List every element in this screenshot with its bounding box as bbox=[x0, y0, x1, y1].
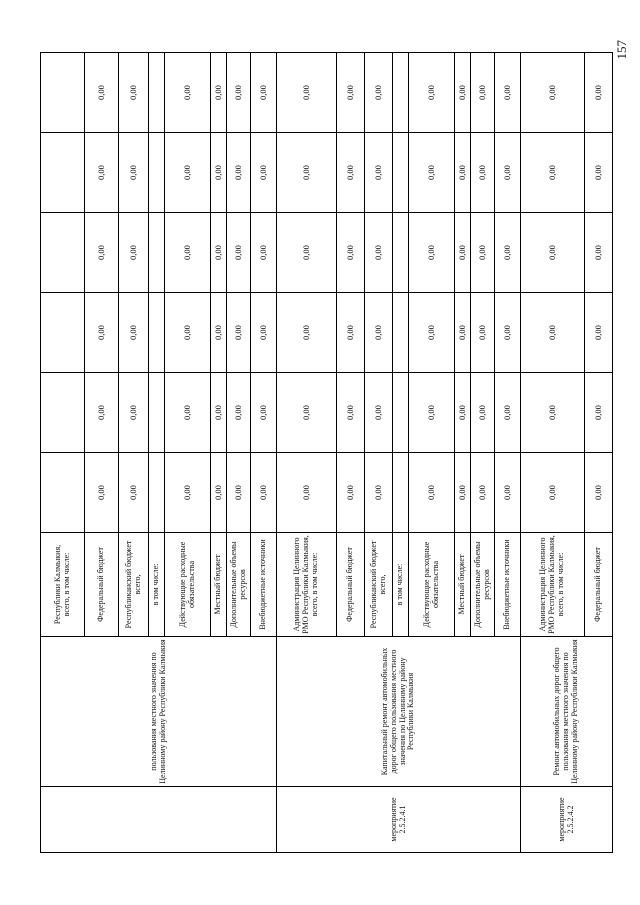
amount-cell: 0,00 bbox=[409, 52, 455, 132]
amount-cell: 0,00 bbox=[337, 52, 365, 132]
amount-cell: 0,00 bbox=[337, 292, 365, 372]
amount-cell: 0,00 bbox=[471, 212, 495, 292]
amount-cell: 0,00 bbox=[277, 372, 337, 452]
amount-cell: 0,00 bbox=[85, 452, 119, 532]
funding-source-cell: Внебюджетные источники bbox=[495, 532, 521, 636]
amount-cell: 0,00 bbox=[277, 212, 337, 292]
funding-source-cell: Республики Калмыкия, всего, в том числе: bbox=[41, 532, 85, 636]
amount-cell: 0,00 bbox=[211, 372, 227, 452]
amount-cell: 0,00 bbox=[521, 292, 585, 372]
amount-cell: 0,00 bbox=[165, 372, 211, 452]
amount-cell: 0,00 bbox=[337, 132, 365, 212]
amount-cell bbox=[393, 452, 409, 532]
amount-cell: 0,00 bbox=[337, 212, 365, 292]
amount-cell: 0,00 bbox=[165, 132, 211, 212]
amount-cell: 0,00 bbox=[409, 372, 455, 452]
funding-source-cell: Действующие расходные обязательства bbox=[165, 532, 211, 636]
funding-source-cell: Республиканский бюджет всего, bbox=[119, 532, 149, 636]
measure-title-cell: Ремонт автомобильных дорог общего пользования местного значения по Целинному району Республики Калмыкия bbox=[521, 636, 613, 786]
amount-cell: 0,00 bbox=[337, 372, 365, 452]
measure-id-cell: мероприятие 2.5.2.4.2 bbox=[521, 786, 613, 852]
amount-cell: 0,00 bbox=[337, 452, 365, 532]
table-row bbox=[521, 52, 585, 852]
amount-cell: 0,00 bbox=[211, 452, 227, 532]
amount-cell bbox=[393, 372, 409, 452]
amount-cell bbox=[393, 52, 409, 132]
amount-cell: 0,00 bbox=[409, 452, 455, 532]
amount-cell: 0,00 bbox=[251, 372, 277, 452]
amount-cell bbox=[393, 292, 409, 372]
amount-cell bbox=[41, 212, 85, 292]
amount-cell: 0,00 bbox=[455, 52, 471, 132]
amount-cell: 0,00 bbox=[211, 52, 227, 132]
amount-cell: 0,00 bbox=[251, 452, 277, 532]
amount-cell: 0,00 bbox=[251, 52, 277, 132]
rotated-page bbox=[40, 53, 603, 853]
funding-source-cell: Федеральный бюджет bbox=[585, 532, 613, 636]
amount-cell bbox=[41, 292, 85, 372]
amount-cell: 0,00 bbox=[365, 52, 393, 132]
amount-cell: 0,00 bbox=[521, 52, 585, 132]
funding-source-cell: Федеральный бюджет bbox=[337, 532, 365, 636]
funding-source-cell: Внебюджетные источники bbox=[251, 532, 277, 636]
funding-source-cell: в том числе: bbox=[393, 532, 409, 636]
amount-cell: 0,00 bbox=[165, 52, 211, 132]
amount-cell: 0,00 bbox=[585, 452, 613, 532]
amount-cell: 0,00 bbox=[251, 212, 277, 292]
amount-cell: 0,00 bbox=[251, 132, 277, 212]
amount-cell bbox=[393, 132, 409, 212]
amount-cell: 0,00 bbox=[277, 52, 337, 132]
amount-cell: 0,00 bbox=[471, 52, 495, 132]
amount-cell: 0,00 bbox=[521, 452, 585, 532]
amount-cell bbox=[41, 372, 85, 452]
amount-cell: 0,00 bbox=[585, 292, 613, 372]
amount-cell: 0,00 bbox=[495, 132, 521, 212]
amount-cell: 0,00 bbox=[455, 132, 471, 212]
amount-cell: 0,00 bbox=[521, 372, 585, 452]
budget-table bbox=[40, 52, 613, 853]
amount-cell: 0,00 bbox=[495, 212, 521, 292]
funding-source-cell: в том числе: bbox=[149, 532, 165, 636]
amount-cell: 0,00 bbox=[471, 132, 495, 212]
amount-cell: 0,00 bbox=[227, 212, 251, 292]
funding-source-cell: Республиканский бюджет всего, bbox=[365, 532, 393, 636]
amount-cell bbox=[149, 132, 165, 212]
amount-cell: 0,00 bbox=[277, 452, 337, 532]
amount-cell: 0,00 bbox=[365, 372, 393, 452]
amount-cell: 0,00 bbox=[119, 132, 149, 212]
funding-source-cell: Местный бюджет bbox=[211, 532, 227, 636]
measure-id-cell bbox=[41, 786, 277, 852]
funding-source-cell: Дополнительные объемы ресурсов bbox=[471, 532, 495, 636]
page-number: 157 bbox=[614, 40, 629, 60]
amount-cell: 0,00 bbox=[585, 52, 613, 132]
amount-cell: 0,00 bbox=[495, 292, 521, 372]
amount-cell: 0,00 bbox=[409, 292, 455, 372]
funding-source-cell: Федеральный бюджет bbox=[85, 532, 119, 636]
amount-cell: 0,00 bbox=[409, 212, 455, 292]
funding-source-cell: Дополнительные объемы ресурсов bbox=[227, 532, 251, 636]
amount-cell: 0,00 bbox=[227, 292, 251, 372]
amount-cell: 0,00 bbox=[211, 132, 227, 212]
amount-cell: 0,00 bbox=[585, 212, 613, 292]
funding-source-cell: Администрация Целинного РМО Республики Калмыкия, всего, в том числе: bbox=[521, 532, 585, 636]
amount-cell: 0,00 bbox=[495, 52, 521, 132]
measure-title-cell: пользования местного значения по Целинному району Республики Калмыкия bbox=[41, 636, 277, 786]
funding-source-cell: Администрация Целинного РМО Республики Калмыкия, всего, в том числе: bbox=[277, 532, 337, 636]
amount-cell: 0,00 bbox=[455, 212, 471, 292]
amount-cell: 0,00 bbox=[277, 132, 337, 212]
amount-cell: 0,00 bbox=[165, 292, 211, 372]
amount-cell: 0,00 bbox=[455, 452, 471, 532]
amount-cell: 0,00 bbox=[409, 132, 455, 212]
table-row bbox=[277, 52, 337, 852]
amount-cell bbox=[149, 452, 165, 532]
amount-cell: 0,00 bbox=[521, 132, 585, 212]
amount-cell: 0,00 bbox=[585, 132, 613, 212]
amount-cell bbox=[41, 452, 85, 532]
amount-cell: 0,00 bbox=[211, 212, 227, 292]
funding-source-cell: Действующие расходные обязательства bbox=[409, 532, 455, 636]
amount-cell: 0,00 bbox=[119, 372, 149, 452]
measure-id-cell: мероприятие 2.5.2.4.1 bbox=[277, 786, 521, 852]
amount-cell: 0,00 bbox=[119, 292, 149, 372]
amount-cell: 0,00 bbox=[365, 212, 393, 292]
amount-cell bbox=[149, 372, 165, 452]
amount-cell: 0,00 bbox=[471, 372, 495, 452]
amount-cell: 0,00 bbox=[227, 132, 251, 212]
amount-cell: 0,00 bbox=[85, 132, 119, 212]
amount-cell: 0,00 bbox=[585, 372, 613, 452]
amount-cell: 0,00 bbox=[365, 452, 393, 532]
amount-cell: 0,00 bbox=[85, 212, 119, 292]
amount-cell: 0,00 bbox=[227, 52, 251, 132]
amount-cell: 0,00 bbox=[85, 52, 119, 132]
table-row bbox=[41, 52, 85, 852]
amount-cell bbox=[149, 212, 165, 292]
amount-cell: 0,00 bbox=[227, 452, 251, 532]
amount-cell: 0,00 bbox=[85, 292, 119, 372]
amount-cell: 0,00 bbox=[471, 452, 495, 532]
amount-cell bbox=[393, 212, 409, 292]
amount-cell: 0,00 bbox=[85, 372, 119, 452]
amount-cell: 0,00 bbox=[165, 212, 211, 292]
amount-cell bbox=[41, 52, 85, 132]
amount-cell: 0,00 bbox=[251, 292, 277, 372]
amount-cell: 0,00 bbox=[455, 372, 471, 452]
amount-cell bbox=[149, 292, 165, 372]
amount-cell: 0,00 bbox=[365, 292, 393, 372]
amount-cell: 0,00 bbox=[227, 372, 251, 452]
amount-cell: 0,00 bbox=[471, 292, 495, 372]
amount-cell: 0,00 bbox=[521, 212, 585, 292]
amount-cell bbox=[41, 132, 85, 212]
amount-cell: 0,00 bbox=[495, 372, 521, 452]
amount-cell: 0,00 bbox=[211, 292, 227, 372]
amount-cell: 0,00 bbox=[119, 212, 149, 292]
amount-cell: 0,00 bbox=[277, 292, 337, 372]
amount-cell: 0,00 bbox=[165, 452, 211, 532]
amount-cell: 0,00 bbox=[455, 292, 471, 372]
funding-source-cell: Местный бюджет bbox=[455, 532, 471, 636]
amount-cell bbox=[149, 52, 165, 132]
amount-cell: 0,00 bbox=[119, 52, 149, 132]
amount-cell: 0,00 bbox=[495, 452, 521, 532]
amount-cell: 0,00 bbox=[365, 132, 393, 212]
measure-title-cell: Капитальный ремонт автомобильных дорог общего пользования местного значения по Целинному району Республики Калмыкия bbox=[277, 636, 521, 786]
budget-table-body bbox=[41, 52, 613, 852]
amount-cell: 0,00 bbox=[119, 452, 149, 532]
